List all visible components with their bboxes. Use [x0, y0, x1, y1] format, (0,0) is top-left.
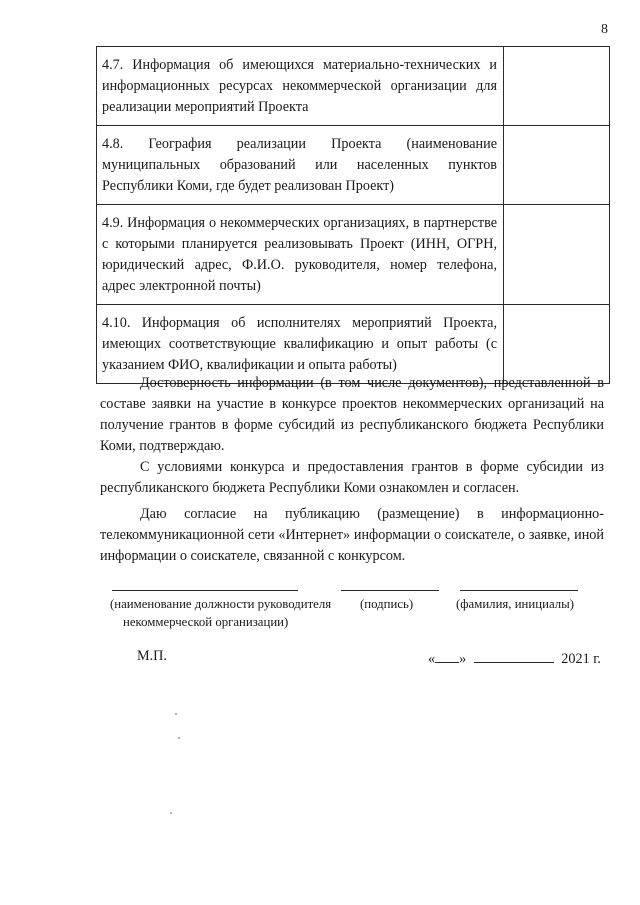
date-field — [428, 648, 601, 668]
table-row — [97, 126, 609, 205]
date-close-quote: » — [459, 651, 467, 667]
declaration-paragraph: С условиями конкурса и предоставления грантов в форме субсидии из республиканского бюджета Республики Коми ознакомлен и согласен. — [100, 459, 604, 496]
date-year: 2021 г. — [561, 651, 601, 667]
date-open-quote: « — [428, 651, 436, 667]
signature-caption: (подпись) — [360, 597, 414, 611]
scan-speck — [175, 713, 177, 715]
declaration-paragraph: Даю согласие на публикацию (размещение) в информационно-телекоммуникационной сети «Интернет» информации о соискателе, о заявке, иной информации о соискателе, связанной с конкурсом. — [100, 506, 604, 564]
table-row-value[interactable] — [504, 305, 609, 383]
table-row-label: 4.9. Информация о некоммерческих организациях, в партнерстве с которыми планируется реализовывать Проект (ИНН, ОГРН, юридический адрес, Ф.И.О. руководителя, номер телефона, адрес электронной почты) — [97, 205, 504, 304]
table-row-value[interactable] — [504, 205, 609, 304]
table-row-label: 4.7. Информация об имеющихся материально-технических и информационных ресурсах некоммерческой организации для реализации мероприятий Проекта — [97, 47, 504, 125]
declaration-text — [100, 373, 604, 567]
scan-speck — [170, 812, 172, 814]
page-number: 8 — [601, 22, 608, 37]
signature-block — [0, 576, 640, 636]
table-row-value[interactable] — [504, 126, 609, 204]
signature-line[interactable] — [341, 590, 439, 591]
name-signature-line[interactable] — [460, 590, 578, 591]
name-caption: (фамилия, инициалы) — [456, 597, 574, 611]
table-row-label: 4.8. География реализации Проекта (наименование муниципальных образований или населенных пунктов Республики Коми, где будет реализован Проект) — [97, 126, 504, 204]
scan-speck — [178, 737, 180, 739]
table-row — [97, 305, 609, 383]
table-row — [97, 47, 609, 126]
month-blank[interactable] — [474, 648, 554, 663]
position-signature-line[interactable] — [112, 590, 298, 591]
info-table — [96, 46, 610, 384]
stamp-label: М.П. — [137, 648, 167, 664]
table-row-label: 4.10. Информация об исполнителях мероприятий Проекта, имеющих соответствующие квалификацию и опыт работы (с указанием ФИО, квалификации и опыта работы) — [97, 305, 504, 383]
table-row-value[interactable] — [504, 47, 609, 125]
table-row — [97, 205, 609, 305]
position-caption: (наименование должности руководителя — [110, 597, 332, 611]
day-blank[interactable] — [435, 648, 459, 663]
declaration-paragraph: Достоверность информации (в том числе документов), представленной в составе заявки на участие в конкурсе проектов некоммерческих организаций на получение грантов в форме субсидий из республиканского бюджета Республики Коми, подтверждаю. — [100, 375, 604, 454]
position-caption-line2: некоммерческой организации) — [123, 615, 289, 629]
